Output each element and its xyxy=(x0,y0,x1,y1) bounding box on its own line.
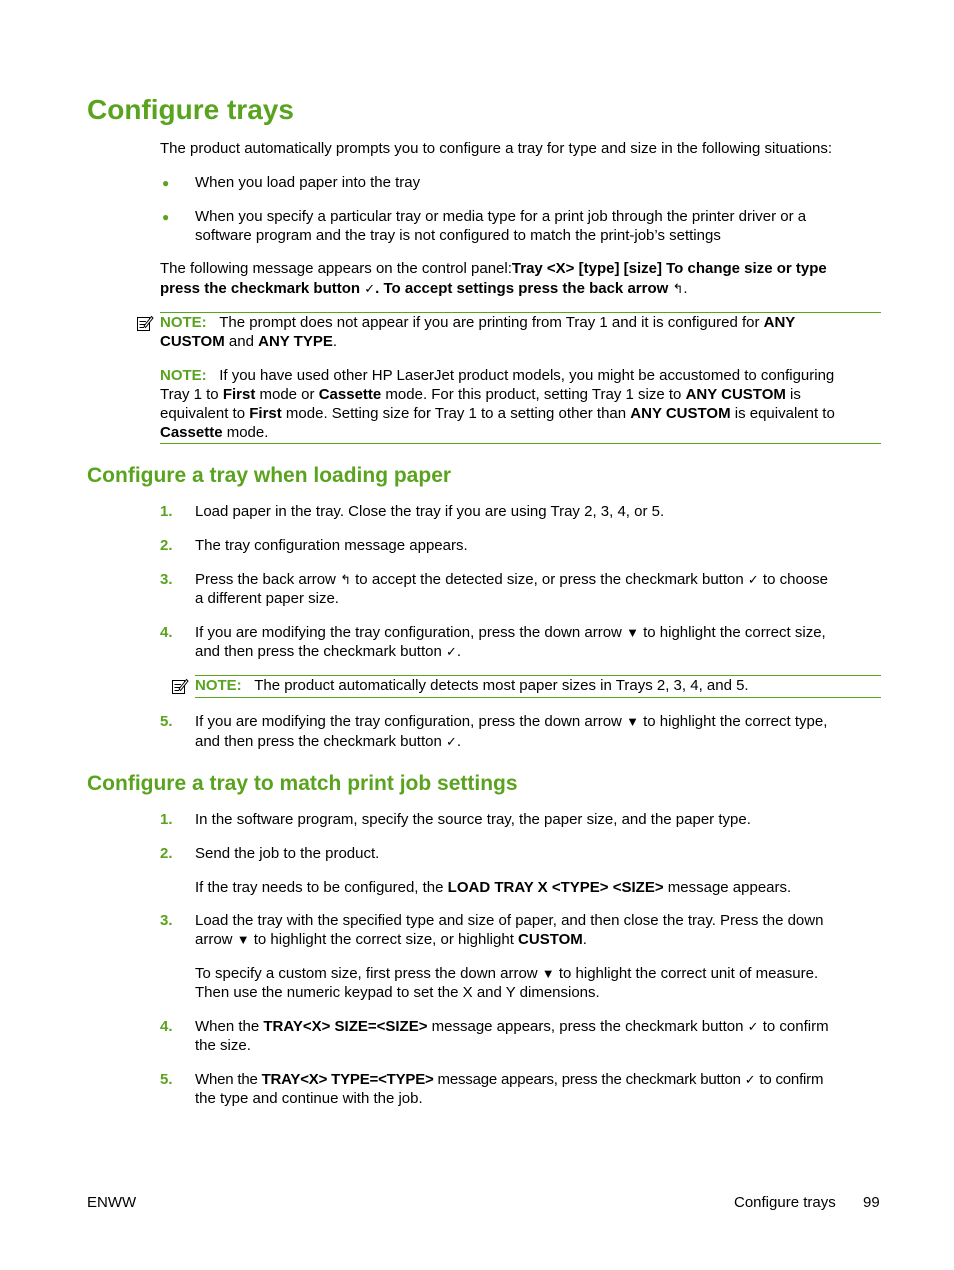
step-text xyxy=(195,732,461,751)
step-text-part: . xyxy=(456,733,462,750)
footer-left: ENWW xyxy=(87,1194,137,1211)
bullet-item: When you load paper into the tray xyxy=(195,174,421,191)
message-bold: press the checkmark button xyxy=(160,280,365,297)
checkmark-icon: ✓ xyxy=(364,281,376,296)
note-line xyxy=(160,313,795,332)
step-number: 4. xyxy=(160,624,173,641)
step-number: 3. xyxy=(160,912,173,929)
step-text-part: and then press the checkmark button xyxy=(195,643,446,660)
step-bold: TRAY<X> TYPE=<TYPE> xyxy=(261,1071,434,1088)
step-text xyxy=(195,930,587,949)
note-text: mode. xyxy=(222,424,269,441)
step-number: 3. xyxy=(160,571,173,588)
section-heading: Configure a tray when loading paper xyxy=(87,464,452,487)
step-number: 4. xyxy=(160,1018,173,1035)
step-text-part: When the xyxy=(195,1071,262,1088)
step-text-part: message appears, press the checkmark button xyxy=(427,1018,748,1035)
step-text-part: Press the back arrow xyxy=(195,571,341,588)
message-line-1 xyxy=(160,259,827,278)
step-text: The tray configuration message appears. xyxy=(195,537,468,554)
step-number: 1. xyxy=(160,503,173,520)
down-arrow-icon: ▼ xyxy=(541,966,555,981)
note-text: If you have used other HP LaserJet product models, you might be accustomed to configuring xyxy=(219,367,835,384)
note-icon xyxy=(136,314,154,332)
step-text: the size. xyxy=(195,1037,251,1054)
note-bold: CUSTOM xyxy=(160,333,225,350)
step-text-part: When the xyxy=(195,1018,264,1035)
note-icon xyxy=(171,677,189,695)
step-bold: CUSTOM xyxy=(518,931,583,948)
step-text: the type and continue with the job. xyxy=(195,1090,423,1107)
note-line xyxy=(160,366,834,385)
message-end: . xyxy=(683,280,688,297)
note-line xyxy=(160,385,801,404)
note-text: . xyxy=(332,333,338,350)
step-text-part: to highlight the correct size, xyxy=(638,624,826,641)
step-number: 5. xyxy=(160,1071,173,1088)
intro-text: The product automatically prompts you to configure a tray for type and size in the following situations: xyxy=(160,140,833,157)
note-bold: First xyxy=(222,386,256,403)
step-text-part: To specify a custom size, first press the down arrow xyxy=(195,965,542,982)
message-line-2 xyxy=(160,279,688,298)
page-number: 99 xyxy=(863,1194,880,1211)
note-bold: ANY TYPE xyxy=(258,333,333,350)
step-text-part: message appears. xyxy=(663,879,792,896)
step-text-part: to highlight the correct size, or highlight xyxy=(249,931,519,948)
step-text: Load paper in the tray. Close the tray if you are using Tray 2, 3, 4, or 5. xyxy=(195,503,665,520)
step-text-part: message appears, press the checkmark button xyxy=(433,1071,745,1088)
step-text-part: If the tray needs to be configured, the xyxy=(195,879,448,896)
note-text: mode or xyxy=(255,386,319,403)
note-bottom-rule xyxy=(160,443,881,444)
step-text-part: to highlight the correct unit of measure. xyxy=(554,965,819,982)
step-text xyxy=(195,878,791,897)
step-text xyxy=(195,623,826,642)
step-text xyxy=(195,1017,829,1036)
note-text: is equivalent to xyxy=(730,405,835,422)
down-arrow-icon: ▼ xyxy=(626,714,639,729)
note-text: mode. Setting size for Tray 1 to a setting other than xyxy=(281,405,631,422)
bullet-marker: ● xyxy=(162,176,170,190)
note-text: Tray 1 to xyxy=(160,386,223,403)
checkmark-icon: ✓ xyxy=(747,1019,759,1034)
step-text-part: and then press the checkmark button xyxy=(195,733,446,750)
step-text xyxy=(195,1070,823,1089)
note-bold: Cassette xyxy=(160,424,223,441)
note-bold: First xyxy=(249,405,282,422)
down-arrow-icon: ▼ xyxy=(626,625,639,640)
note-bold: Cassette xyxy=(318,386,382,403)
note-text: mode. For this product, setting Tray 1 size to xyxy=(381,386,686,403)
step-text-part: to confirm xyxy=(755,1071,824,1088)
step-text xyxy=(195,712,827,731)
step-text xyxy=(195,570,828,589)
message-bold: . To accept settings press the back arrow xyxy=(375,280,673,297)
down-arrow-icon: ▼ xyxy=(236,932,250,947)
note-line xyxy=(160,332,337,351)
step-number: 5. xyxy=(160,713,173,730)
note-bold: ANY xyxy=(763,314,796,331)
note-bottom-rule xyxy=(195,697,881,698)
step-text-part: If you are modifying the tray configuration, press the down arrow xyxy=(195,624,627,641)
note-line xyxy=(195,676,749,695)
step-text-part: to accept the detected size, or press the checkmark button xyxy=(350,571,748,588)
note-label: NOTE: xyxy=(160,314,207,331)
section-heading: Configure a tray to match print job settings xyxy=(87,772,518,795)
step-text: Then use the numeric keypad to set the X and Y dimensions. xyxy=(195,984,600,1001)
step-text xyxy=(195,964,818,983)
message-bold: Tray <X> [type] [size] To change size or type xyxy=(511,260,827,277)
step-text-part: to confirm xyxy=(758,1018,829,1035)
note-line xyxy=(160,404,835,423)
bullet-item: When you specify a particular tray or media type for a print job through the printer driver or a xyxy=(195,208,807,225)
page-title: Configure trays xyxy=(87,94,294,125)
step-text-part: to choose xyxy=(758,571,828,588)
back-arrow-icon: ↰ xyxy=(672,281,684,296)
step-number: 2. xyxy=(160,537,173,554)
note-text: and xyxy=(224,333,259,350)
step-text-part: . xyxy=(582,931,587,948)
checkmark-icon: ✓ xyxy=(445,734,457,749)
step-text-part: to highlight the correct type, xyxy=(638,713,828,730)
step-text xyxy=(195,642,461,661)
step-text: a different paper size. xyxy=(195,590,339,607)
back-arrow-icon: ↰ xyxy=(340,572,351,587)
note-label: NOTE: xyxy=(160,367,207,384)
step-text: Send the job to the product. xyxy=(195,845,380,862)
step-text-part: If you are modifying the tray configuration, press the down arrow xyxy=(195,713,627,730)
checkmark-icon: ✓ xyxy=(445,644,457,659)
step-number: 1. xyxy=(160,811,173,828)
step-text-part: arrow xyxy=(195,931,237,948)
note-bold: ANY CUSTOM xyxy=(630,405,731,422)
bullet-marker: ● xyxy=(162,210,170,224)
step-text-part: . xyxy=(456,643,462,660)
step-bold: LOAD TRAY X <TYPE> <SIZE> xyxy=(447,879,664,896)
step-number: 2. xyxy=(160,845,173,862)
checkmark-icon: ✓ xyxy=(747,572,759,587)
note-line xyxy=(160,423,268,442)
step-text: Load the tray with the specified type and size of paper, and then close the tray. Press the down xyxy=(195,912,824,929)
note-text: equivalent to xyxy=(160,405,250,422)
note-text: The prompt does not appear if you are printing from Tray 1 and it is configured for xyxy=(219,314,764,331)
note-label: NOTE: xyxy=(195,677,242,694)
step-text: In the software program, specify the source tray, the paper size, and the paper type. xyxy=(195,811,751,828)
footer-section-label: Configure trays xyxy=(734,1194,836,1211)
note-text: The product automatically detects most paper sizes in Trays 2, 3, 4, and 5. xyxy=(254,677,749,694)
message-prefix: The following message appears on the control panel: xyxy=(160,260,512,277)
bullet-item-cont: software program and the tray is not configured to match the print-job’s settings xyxy=(195,227,721,244)
note-bold: ANY CUSTOM xyxy=(685,386,786,403)
checkmark-icon: ✓ xyxy=(744,1072,756,1087)
step-bold: TRAY<X> SIZE=<SIZE> xyxy=(263,1018,428,1035)
note-text: is xyxy=(785,386,801,403)
